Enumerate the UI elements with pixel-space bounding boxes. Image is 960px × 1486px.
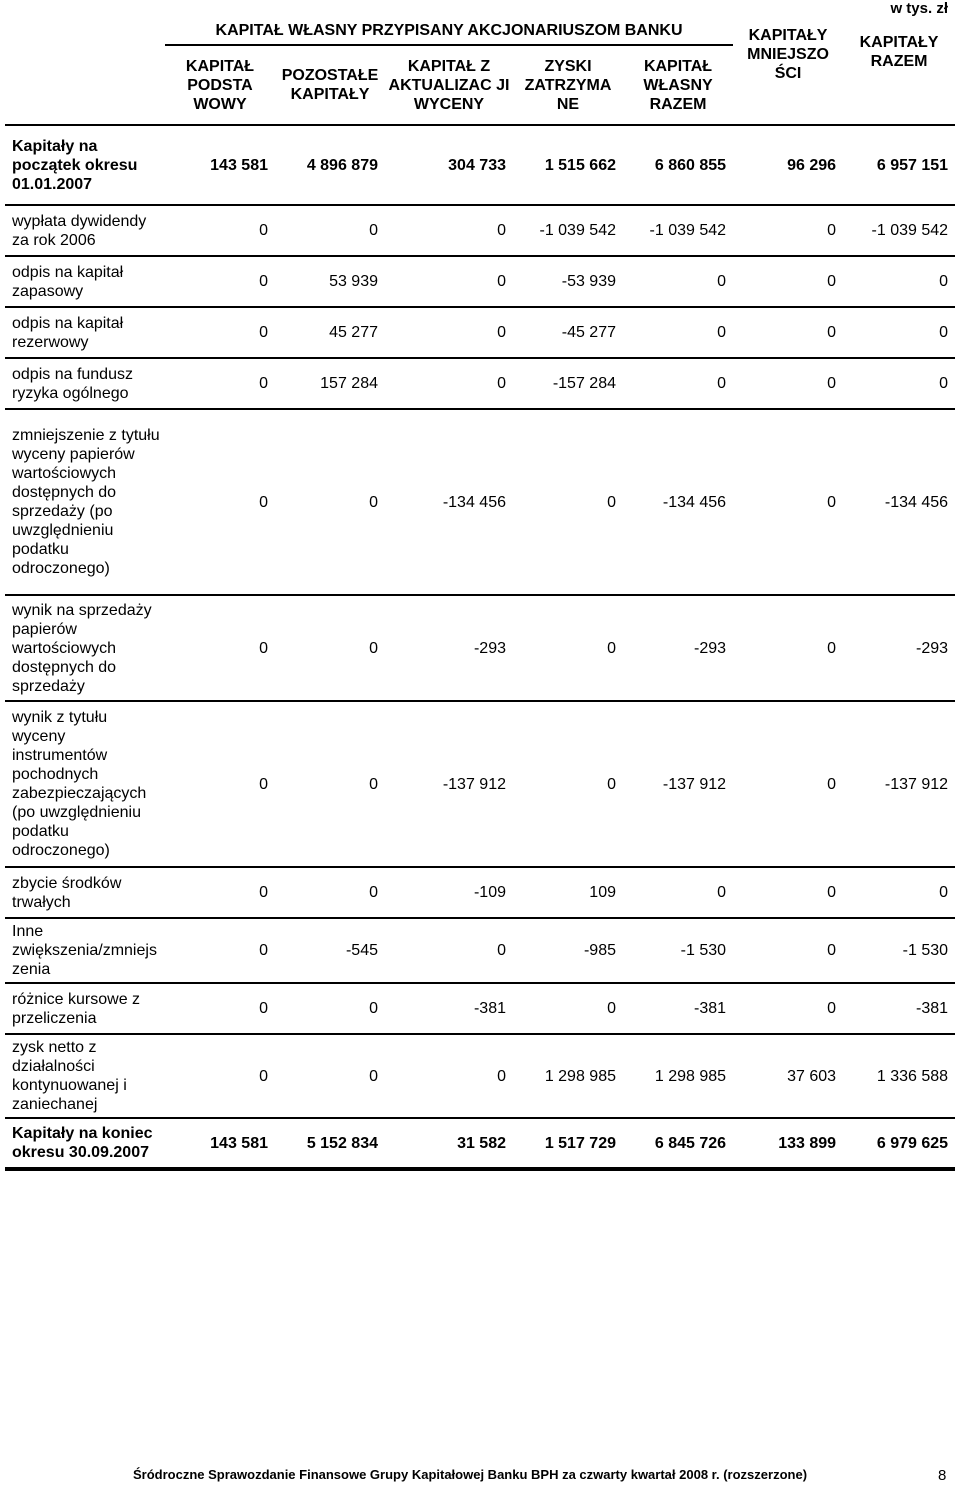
header-col-other-capital: POZOSTAŁE KAPITAŁY xyxy=(281,67,379,103)
cell-value: 0 xyxy=(733,205,843,256)
row-label: wynik z tytułu wyceny instrumentów pochodnych zabezpieczających (po uwzględnieniu podatku odroczonego) xyxy=(5,701,165,867)
header-minority: KAPITAŁY MNIEJSZO ŚCI xyxy=(747,27,829,82)
cell-value: 0 xyxy=(385,256,513,307)
header-group-title: KAPITAŁ WŁASNY PRZYPISANY AKCJONARIUSZOM BANKU xyxy=(165,16,733,45)
cell-value: 0 xyxy=(513,701,623,867)
cell-value: 0 xyxy=(623,307,733,358)
cell-value: 0 xyxy=(733,409,843,595)
header-col-revaluation: KAPITAŁ Z AKTUALIZAC JI WYCENY xyxy=(388,57,510,113)
cell-value: 0 xyxy=(165,307,275,358)
cell-value: 0 xyxy=(733,983,843,1034)
table-row xyxy=(5,918,955,983)
cell-value: 0 xyxy=(165,409,275,595)
cell-value: -293 xyxy=(843,595,955,701)
cell-value: 0 xyxy=(385,307,513,358)
cell-value: 96 296 xyxy=(733,125,843,205)
header-total: KAPITAŁY RAZEM xyxy=(859,34,939,70)
table-row xyxy=(5,983,955,1034)
page-number: 8 xyxy=(938,1467,947,1484)
cell-value: 53 939 xyxy=(275,256,385,307)
table-row xyxy=(5,307,955,358)
row-label: odpis na fundusz ryzyka ogólnego xyxy=(5,358,165,409)
cell-value: 0 xyxy=(275,205,385,256)
cell-value: 0 xyxy=(733,358,843,409)
cell-value: 0 xyxy=(385,1034,513,1118)
cell-value: 0 xyxy=(733,701,843,867)
cell-value: -109 xyxy=(385,867,513,918)
cell-value: -293 xyxy=(623,595,733,701)
cell-value: 0 xyxy=(623,358,733,409)
row-label: Inne zwiększenia/zmniejs zenia xyxy=(5,918,165,983)
cell-value: -137 912 xyxy=(385,701,513,867)
footer-text: Śródroczne Sprawozdanie Finansowe Grupy Kapitałowej Banku BPH za czwarty kwartał 2008 r. (rozszerzone) xyxy=(133,1467,808,1482)
cell-value: 0 xyxy=(165,867,275,918)
cell-value: -1 039 542 xyxy=(513,205,623,256)
cell-value: -53 939 xyxy=(513,256,623,307)
cell-value: -137 912 xyxy=(623,701,733,867)
cell-value: 0 xyxy=(165,983,275,1034)
cell-value: 0 xyxy=(165,205,275,256)
cell-value: 0 xyxy=(275,983,385,1034)
cell-value: -545 xyxy=(275,918,385,983)
table-row xyxy=(5,701,955,867)
cell-value: 0 xyxy=(843,307,955,358)
cell-value: 1 517 729 xyxy=(513,1118,623,1169)
row-label: odpis na kapitał rezerwowy xyxy=(5,307,165,358)
cell-value: 0 xyxy=(275,595,385,701)
cell-value: 0 xyxy=(165,256,275,307)
cell-value: -1 530 xyxy=(623,918,733,983)
cell-value: 0 xyxy=(165,918,275,983)
cell-value: -157 284 xyxy=(513,358,623,409)
cell-value: -985 xyxy=(513,918,623,983)
cell-value: 0 xyxy=(275,701,385,867)
cell-value: 0 xyxy=(275,1034,385,1118)
cell-value: 0 xyxy=(733,918,843,983)
row-label: Kapitały na początek okresu 01.01.2007 xyxy=(5,125,165,205)
cell-value: 0 xyxy=(165,1034,275,1118)
cell-value: 0 xyxy=(165,701,275,867)
header-col-share-capital: KAPITAŁ PODSTA WOWY xyxy=(185,57,255,113)
header-blank xyxy=(5,16,165,125)
cell-value: 143 581 xyxy=(165,125,275,205)
cell-value: 0 xyxy=(623,867,733,918)
cell-value: 45 277 xyxy=(275,307,385,358)
cell-value: 0 xyxy=(165,358,275,409)
row-label: zysk netto z działalności kontynuowanej i zaniechanej xyxy=(5,1034,165,1118)
cell-value: 37 603 xyxy=(733,1034,843,1118)
cell-value: 1 515 662 xyxy=(513,125,623,205)
cell-value: 0 xyxy=(733,256,843,307)
cell-value: -134 456 xyxy=(623,409,733,595)
row-label: zbycie środków trwałych xyxy=(5,867,165,918)
cell-value: 0 xyxy=(513,595,623,701)
row-label: różnice kursowe z przeliczenia xyxy=(5,983,165,1034)
cell-value: 0 xyxy=(385,358,513,409)
table-row xyxy=(5,358,955,409)
cell-value: 1 298 985 xyxy=(513,1034,623,1118)
cell-value: -137 912 xyxy=(843,701,955,867)
unit-label: w tys. zł xyxy=(890,0,948,17)
cell-value: 0 xyxy=(733,307,843,358)
cell-value: -1 039 542 xyxy=(843,205,955,256)
cell-value: 1 298 985 xyxy=(623,1034,733,1118)
cell-value: 6 860 855 xyxy=(623,125,733,205)
cell-value: 6 957 151 xyxy=(843,125,955,205)
cell-value: 133 899 xyxy=(733,1118,843,1169)
cell-value: -134 456 xyxy=(385,409,513,595)
table-row xyxy=(5,256,955,307)
cell-value: 6 979 625 xyxy=(843,1118,955,1169)
row-label: zmniejszenie z tytułu wyceny papierów wartościowych dostępnych do sprzedaży (po uwzględnieniu podatku odroczonego) xyxy=(5,409,165,595)
cell-value: 0 xyxy=(513,983,623,1034)
table-row xyxy=(5,1034,955,1118)
header-col-equity-total: KAPITAŁ WŁASNY RAZEM xyxy=(643,57,713,113)
cell-value: 0 xyxy=(385,918,513,983)
cell-value: 143 581 xyxy=(165,1118,275,1169)
table-row xyxy=(5,867,955,918)
table-row xyxy=(5,205,955,256)
header-col-retained-earnings: ZYSKI ZATRZYMA NE xyxy=(524,57,612,113)
cell-value: 4 896 879 xyxy=(275,125,385,205)
table-row xyxy=(5,1118,955,1169)
cell-value: 0 xyxy=(165,595,275,701)
cell-value: 0 xyxy=(513,409,623,595)
cell-value: 304 733 xyxy=(385,125,513,205)
cell-value: -1 530 xyxy=(843,918,955,983)
row-label: odpis na kapitał zapasowy xyxy=(5,256,165,307)
cell-value: 0 xyxy=(843,256,955,307)
cell-value: 1 336 588 xyxy=(843,1034,955,1118)
cell-value: 109 xyxy=(513,867,623,918)
cell-value: 0 xyxy=(623,256,733,307)
equity-changes-table xyxy=(5,16,955,1171)
header-row-group xyxy=(5,16,955,45)
cell-value: 31 582 xyxy=(385,1118,513,1169)
cell-value: -45 277 xyxy=(513,307,623,358)
cell-value: -381 xyxy=(623,983,733,1034)
cell-value: 6 845 726 xyxy=(623,1118,733,1169)
row-label: wynik na sprzedaży papierów wartościowych dostępnych do sprzedaży xyxy=(5,595,165,701)
table-row xyxy=(5,595,955,701)
cell-value: 0 xyxy=(843,867,955,918)
cell-value: -134 456 xyxy=(843,409,955,595)
table-row xyxy=(5,125,955,205)
row-label: Kapitały na koniec okresu 30.09.2007 xyxy=(5,1118,165,1169)
cell-value: 0 xyxy=(733,595,843,701)
cell-value: -381 xyxy=(385,983,513,1034)
cell-value: -293 xyxy=(385,595,513,701)
cell-value: 5 152 834 xyxy=(275,1118,385,1169)
cell-value: -381 xyxy=(843,983,955,1034)
cell-value: 157 284 xyxy=(275,358,385,409)
cell-value: 0 xyxy=(733,867,843,918)
cell-value: 0 xyxy=(275,867,385,918)
row-label: wypłata dywidendy za rok 2006 xyxy=(5,205,165,256)
cell-value: 0 xyxy=(385,205,513,256)
table-row xyxy=(5,409,955,595)
cell-value: -1 039 542 xyxy=(623,205,733,256)
cell-value: 0 xyxy=(843,358,955,409)
cell-value: 0 xyxy=(275,409,385,595)
